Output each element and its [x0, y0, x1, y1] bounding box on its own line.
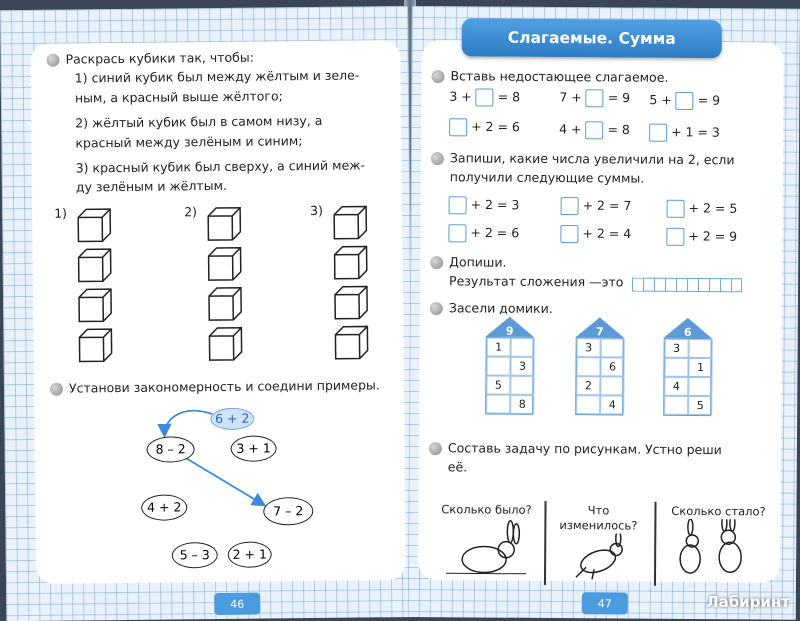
equation: + 1 = 3 [649, 124, 720, 142]
equation: 5 + = 9 [649, 92, 720, 110]
task-missing-addend [431, 66, 668, 87]
answer-box[interactable] [586, 89, 604, 107]
answer-box[interactable] [449, 118, 467, 136]
task-increased-by-2 [431, 148, 735, 189]
bullet-icon [430, 256, 443, 269]
task-heading: Допиши. [449, 254, 507, 270]
task-line: получили следующие суммы. [449, 169, 645, 187]
house-cell[interactable]: 4 [664, 377, 688, 396]
task-heading: Установи закономерность и соедини примеры. [68, 377, 380, 396]
house-cell[interactable]: 1 [688, 358, 712, 377]
arrow-curve [164, 411, 212, 435]
example-oval[interactable]: 8 – 2 [146, 436, 194, 463]
left-card [30, 40, 406, 584]
picture-after [658, 504, 779, 585]
house-cell[interactable]: 5 [688, 396, 712, 415]
house-roof-number: 9 [505, 324, 514, 338]
task-line: ду зелёным и жёлтым. [75, 178, 228, 195]
house [575, 317, 624, 415]
house-cell[interactable]: 4 [600, 395, 624, 414]
caption: Что изменилось? [559, 503, 638, 533]
example-oval[interactable]: 5 – 3 [172, 542, 218, 568]
arrow-straight [185, 457, 263, 506]
task-heading: Засели домики. [448, 300, 553, 316]
house-cell[interactable] [688, 377, 712, 396]
answer-box[interactable] [476, 88, 494, 106]
task-heading: Раскрась кубики так, чтобы: [65, 49, 255, 67]
equation: 4 + = 8 [559, 121, 630, 139]
right-card [418, 28, 784, 583]
task-story [429, 438, 722, 479]
answer-box[interactable] [448, 224, 466, 242]
right-page [408, 6, 800, 620]
house-cell[interactable]: 3 [577, 338, 601, 357]
house-cell[interactable]: 1 [487, 338, 511, 357]
equation: 3 + = 8 [449, 88, 520, 106]
left-page [0, 6, 414, 621]
answer-box[interactable] [667, 200, 685, 218]
stack-label: 3) [310, 202, 324, 219]
house-cell[interactable]: 8 [510, 395, 534, 414]
task-heading: Вставь недостающее слагаемое. [450, 68, 669, 85]
task-heading: Запиши, какие числа увеличили на 2, если [449, 150, 735, 168]
equation: + 2 = 5 [667, 200, 738, 218]
answer-cells[interactable] [632, 278, 742, 293]
task-line: Результат сложения —это [449, 273, 624, 290]
equation: + 2 = 6 [448, 224, 519, 242]
house-cell[interactable] [576, 357, 600, 376]
house [485, 317, 534, 415]
equation: + 2 = 6 [449, 118, 520, 136]
house-cell[interactable] [486, 395, 510, 414]
rabbit-icon [426, 517, 546, 578]
connection-arrows [30, 40, 406, 584]
house-roof-number: 6 [683, 325, 692, 339]
equation: + 2 = 7 [561, 197, 632, 215]
two-rabbits-icon [658, 519, 778, 580]
answer-box[interactable] [649, 124, 667, 142]
example-oval[interactable]: 2 + 1 [228, 541, 272, 567]
task-line: 2) жёлтый кубик был в самом низу, а [75, 113, 323, 131]
task-heading: Составь задачу по рисункам. Устно реши [447, 440, 722, 458]
task-line: 1) синий кубик был между жёлтым и зеле- [74, 67, 360, 86]
answer-box[interactable] [449, 196, 467, 214]
bullet-icon [430, 302, 443, 315]
house-cell[interactable] [601, 338, 625, 357]
house-cell[interactable] [664, 358, 688, 377]
house-cell[interactable] [511, 338, 535, 357]
house-cell[interactable]: 3 [665, 339, 689, 358]
running-rabbit-icon [548, 533, 658, 584]
task-line: ным, а красный выше жёлтого; [74, 88, 283, 106]
house-cell[interactable] [689, 339, 713, 358]
answer-box[interactable] [585, 121, 603, 139]
example-oval[interactable]: 3 + 1 [230, 435, 276, 461]
bullet-icon [429, 442, 442, 455]
answer-box[interactable] [560, 225, 578, 243]
house-cell[interactable]: 3 [510, 357, 534, 376]
stack-label: 2) [184, 204, 198, 220]
house-cell[interactable] [510, 376, 534, 395]
task-line: красный между зелёным и синим; [75, 132, 303, 150]
house-cell[interactable]: 2 [576, 376, 600, 395]
house-cell[interactable] [576, 395, 600, 414]
house-cell[interactable]: 6 [600, 357, 624, 376]
page-title: Слагаемые. Сумма [462, 18, 722, 58]
caption: Сколько было? [441, 502, 532, 517]
caption: Сколько стало? [671, 503, 766, 519]
answer-box[interactable] [561, 197, 579, 215]
equation: + 2 = 3 [449, 196, 520, 214]
example-oval[interactable]: 6 + 2 [210, 408, 254, 430]
task-complete [430, 252, 624, 292]
task-line: 3) красный кубик был сверху, а синий меж- [75, 157, 366, 176]
answer-box[interactable] [676, 92, 694, 110]
equation: + 2 = 9 [666, 228, 737, 246]
house-cell[interactable] [486, 357, 510, 376]
stack-label: 1) [54, 205, 68, 221]
picture-change [548, 503, 669, 584]
house [663, 318, 712, 416]
example-oval[interactable]: 4 + 2 [141, 494, 187, 520]
answer-box[interactable] [666, 228, 684, 246]
labirint-watermark: Лабиринт [706, 593, 790, 611]
picture-before [426, 502, 547, 583]
example-oval[interactable]: 7 – 2 [263, 497, 313, 526]
bullet-icon [431, 70, 444, 83]
page-number: 47 [582, 592, 628, 614]
house-cell[interactable] [600, 376, 624, 395]
page-number: 46 [214, 593, 260, 615]
bullet-icon [431, 152, 444, 165]
house-cell[interactable]: 5 [486, 376, 510, 395]
task-line: её. [447, 459, 468, 475]
equation: 7 + = 9 [559, 89, 630, 107]
house-roof-number: 7 [595, 325, 604, 339]
house-cell[interactable] [664, 396, 688, 415]
equation: + 2 = 4 [560, 225, 631, 243]
task-houses [430, 298, 553, 318]
